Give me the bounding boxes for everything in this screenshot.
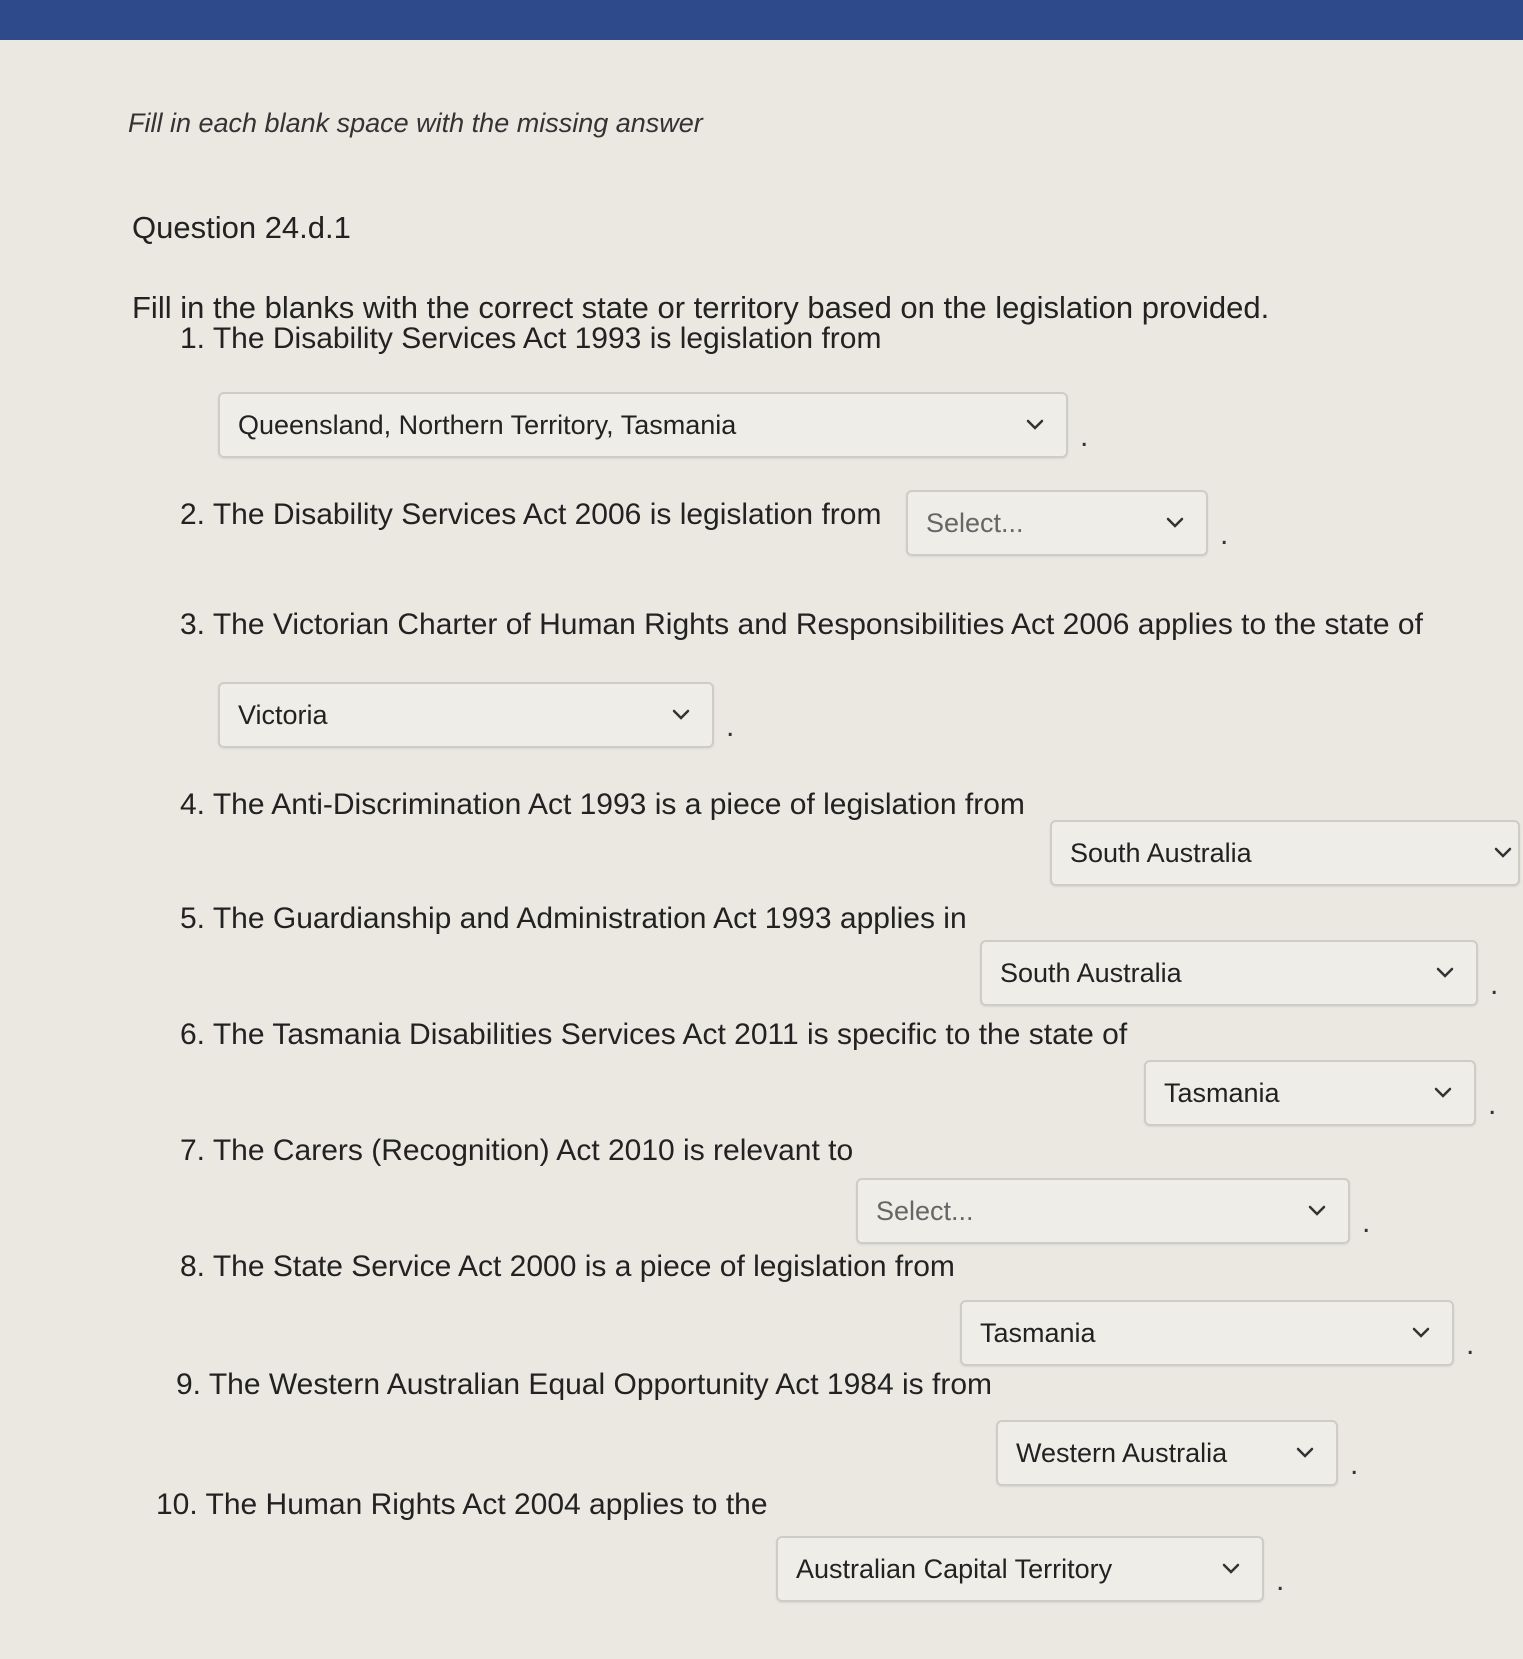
item-number: 6.	[180, 1018, 206, 1051]
item-4	[180, 788, 1025, 822]
item-text: The State Service Act 2000 is a piece of legislation from	[212, 1250, 955, 1283]
answer-select-4[interactable]	[1050, 820, 1520, 886]
item-text: The Victorian Charter of Human Rights and Responsibilities Act 2006 applies to the state of	[212, 608, 1423, 641]
question-title: Question 24.d.1	[132, 210, 351, 245]
select-value: South Australia	[1070, 837, 1252, 868]
select-value: Western Australia	[1016, 1437, 1228, 1468]
chevron-down-icon	[1412, 1327, 1430, 1339]
item-suffix: .	[1488, 1088, 1497, 1121]
item-number: 10.	[156, 1488, 198, 1521]
select-value: Queensland, Northern Territory, Tasmania	[238, 409, 737, 440]
select-value: South Australia	[1000, 957, 1182, 988]
item-7	[180, 1134, 853, 1168]
item-suffix: .	[1350, 1448, 1359, 1481]
item-1	[180, 322, 881, 356]
item-text: The Disability Services Act 1993 is legislation from	[212, 322, 882, 355]
item-3	[180, 608, 1423, 642]
item-suffix: .	[1466, 1328, 1475, 1361]
chevron-down-icon	[672, 709, 690, 721]
item-number: 8.	[180, 1250, 206, 1283]
select-value: Tasmania	[980, 1317, 1096, 1348]
item-number: 4.	[180, 788, 206, 821]
item-9	[176, 1368, 992, 1402]
item-number: 1.	[180, 322, 206, 355]
item-text: The Carers (Recognition) Act 2010 is relevant to	[212, 1134, 854, 1167]
item-suffix: .	[726, 710, 735, 743]
chevron-down-icon	[1222, 1563, 1240, 1575]
item-number: 7.	[180, 1134, 206, 1167]
item-10	[156, 1488, 768, 1522]
chevron-down-icon	[1494, 847, 1512, 859]
instruction-text: Fill in each blank space with the missing answer	[128, 108, 703, 138]
answer-select-2[interactable]	[906, 490, 1208, 556]
answer-select-8[interactable]	[960, 1300, 1454, 1366]
item-text: The Tasmania Disabilities Services Act 2011 is specific to the state of	[212, 1018, 1128, 1051]
chevron-down-icon	[1434, 1087, 1452, 1099]
answer-select-7[interactable]	[856, 1178, 1350, 1244]
item-text: The Disability Services Act 2006 is legislation from	[212, 498, 882, 531]
chevron-down-icon	[1308, 1205, 1326, 1217]
answer-select-3[interactable]	[218, 682, 714, 748]
item-number: 9.	[176, 1368, 202, 1401]
item-text: The Human Rights Act 2004 applies to the	[205, 1488, 768, 1521]
item-suffix: .	[1080, 420, 1089, 453]
chevron-down-icon	[1436, 967, 1454, 979]
select-value: Australian Capital Territory	[796, 1553, 1113, 1584]
item-suffix: .	[1490, 968, 1499, 1001]
item-text: The Western Australian Equal Opportunity Act 1984 is from	[208, 1368, 993, 1401]
answer-select-6[interactable]	[1144, 1060, 1476, 1126]
item-suffix: .	[1276, 1564, 1285, 1597]
item-text: The Guardianship and Administration Act 1993 applies in	[212, 902, 967, 935]
item-number: 2.	[180, 498, 206, 531]
answer-select-9[interactable]	[996, 1420, 1338, 1486]
answer-select-5[interactable]	[980, 940, 1478, 1006]
chevron-down-icon	[1166, 517, 1184, 529]
chevron-down-icon	[1026, 419, 1044, 431]
item-number: 5.	[180, 902, 206, 935]
item-6	[180, 1018, 1127, 1052]
select-value: Victoria	[238, 699, 328, 730]
chevron-down-icon	[1296, 1447, 1314, 1459]
item-suffix: .	[1362, 1206, 1371, 1239]
answer-select-10[interactable]	[776, 1536, 1264, 1602]
item-number: 3.	[180, 608, 206, 641]
item-5	[180, 902, 967, 936]
quiz-page	[0, 40, 1523, 1659]
answer-select-1[interactable]	[218, 392, 1068, 458]
item-text: The Anti-Discrimination Act 1993 is a piece of legislation from	[212, 788, 1025, 821]
item-2	[180, 498, 881, 532]
item-8	[180, 1250, 955, 1284]
select-value: Select...	[926, 507, 1024, 538]
select-value: Tasmania	[1164, 1077, 1280, 1108]
question-prompt: Fill in the blanks with the correct state or territory based on the legislation provided.	[132, 290, 1270, 325]
select-value: Select...	[876, 1195, 974, 1226]
item-suffix: .	[1220, 518, 1229, 551]
